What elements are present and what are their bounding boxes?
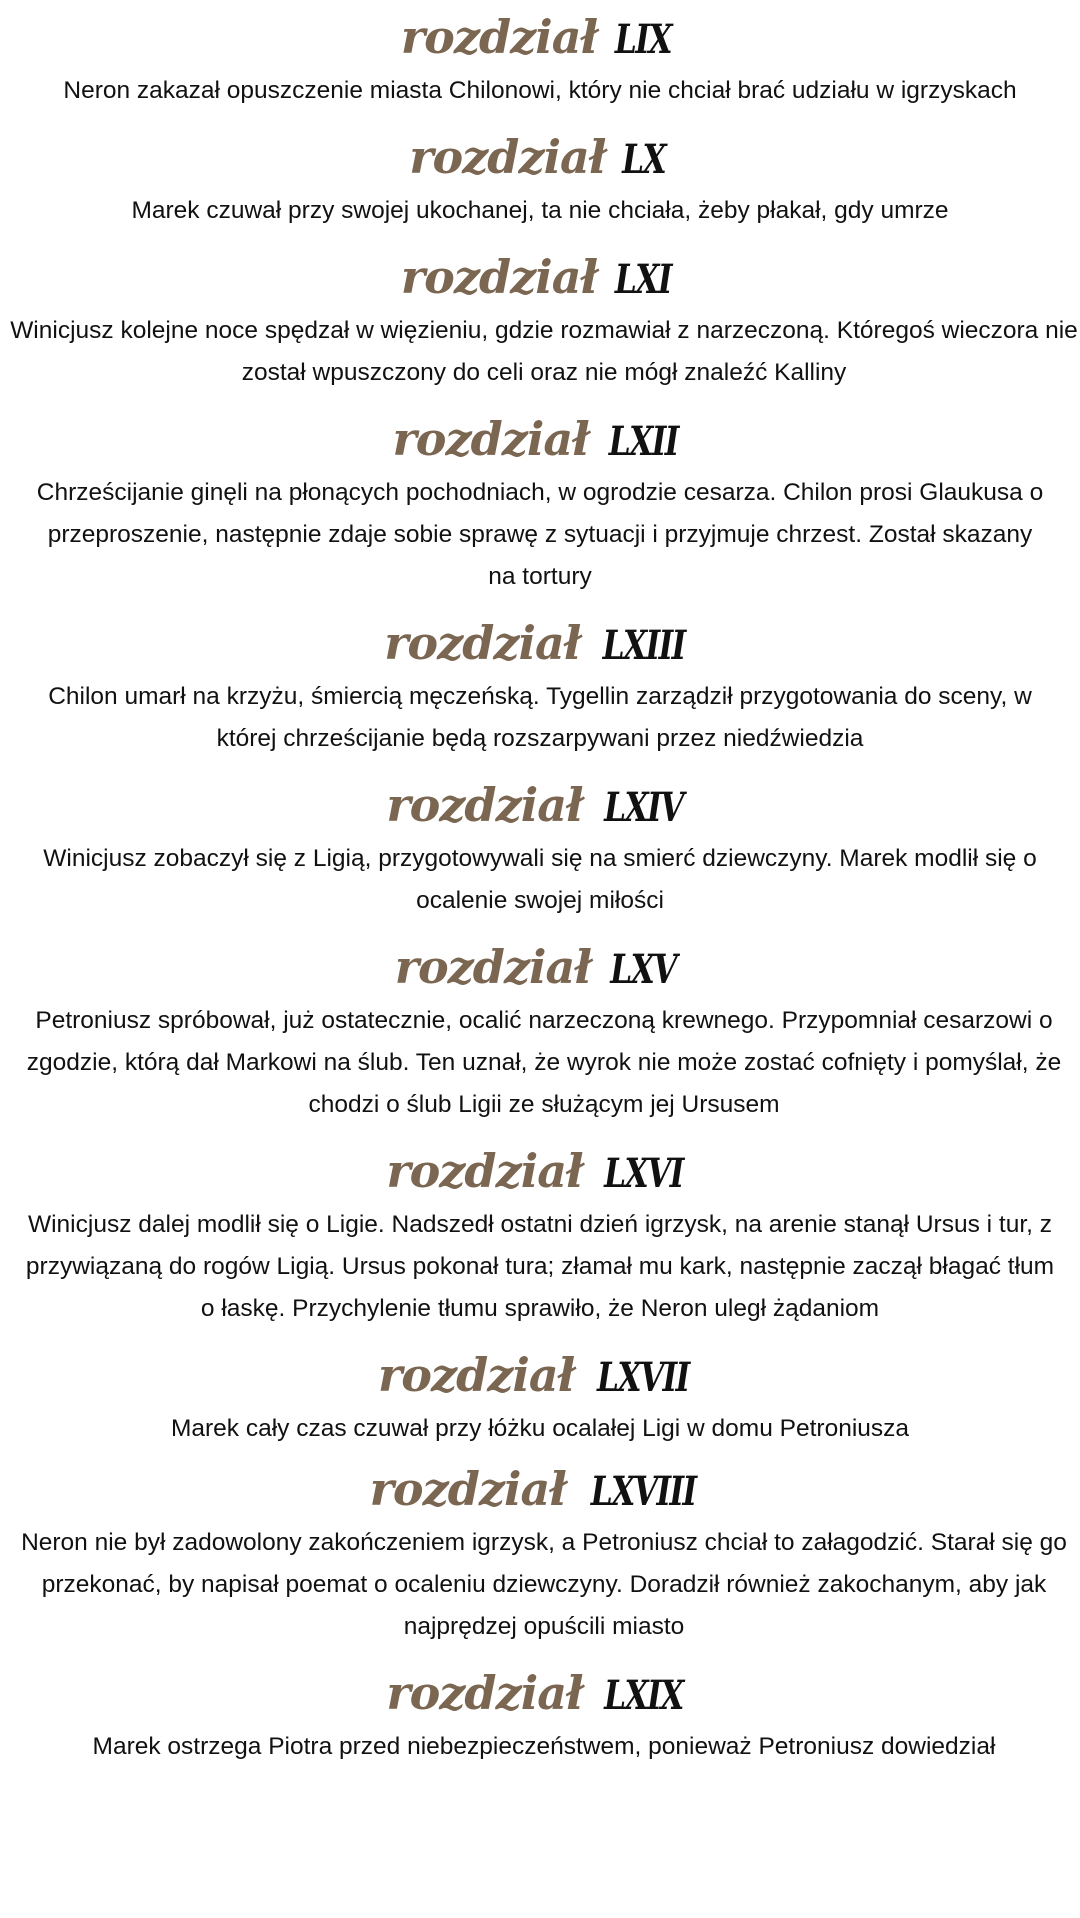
chapter-69: [0, 1666, 1080, 1768]
chapter-61: [0, 250, 1080, 394]
chapter-heading: [0, 412, 1080, 466]
chapter-summary: Marek ostrzega Piotra przed niebezpieczeństwem, ponieważ Petroniusz dowiedział: [92, 1733, 996, 1760]
chapter-heading: [0, 778, 1080, 832]
chapter-numeral: LXIX: [603, 1672, 683, 1719]
chapter-heading-word: rozdział: [384, 616, 581, 670]
chapter-heading-word: rozdział: [400, 10, 598, 64]
chapter-numeral: LX: [621, 136, 665, 183]
chapter-heading: [0, 1144, 1080, 1198]
chapter-summary: Petroniusz spróbował, już ostatecznie, ocalić narzeczoną krewnego. Przypomniał cesarzowi o zgodzie, którą dał Markowi na ślub. Ten uznał, że wyrok nie może zostać cofnięty i pomyślał, że chodzi o ślub Ligii ze służącym jej Ursusem: [26, 1007, 1062, 1118]
chapter-summary: Winicjusz dalej modlił się o Ligie. Nadszedł ostatni dzień igrzysk, na arenie stanął Ursus i tur, z przywiązaną do rogów Ligią. Ursus pokonał tura; złamał mu kark, następnie zaczął błagać tłum o łaskę. Przychylenie tłumu sprawiło, że Neron uległ żądaniom: [25, 1211, 1055, 1322]
chapter-heading-word: rozdział: [378, 1348, 575, 1402]
chapter-68: [0, 1462, 1080, 1648]
chapter-heading: [0, 10, 1080, 64]
chapter-summary: Chilon umarł na krzyżu, śmiercią męczeńską. Tygellin zarządził przygotowania do sceny, w której chrześcijanie będą rozszarpywani przez niedźwiedzia: [48, 683, 1032, 752]
chapter-summary: Winicjusz zobaczył się z Ligią, przygotowywali się na smierć dziewczyny. Marek modlił się o ocalenie swojej miłości: [43, 845, 1037, 914]
chapter-numeral: LXVII: [597, 1354, 690, 1401]
chapter-59: [0, 10, 1080, 112]
chapter-numeral: LXI: [615, 256, 672, 303]
chapter-heading: [0, 250, 1080, 304]
chapter-heading: [0, 1462, 1080, 1516]
chapter-heading-word: rozdział: [386, 778, 583, 832]
chapter-65: [0, 940, 1080, 1126]
chapter-67: [0, 1348, 1080, 1450]
chapter-summary: Neron zakazał opuszczenie miasta Chilonowi, który nie chciał brać udziału w igrzyskach: [63, 77, 1017, 104]
chapter-numeral: LXVI: [603, 1150, 683, 1197]
chapter-numeral: LXII: [608, 418, 678, 465]
chapter-heading: [0, 130, 1080, 184]
chapter-summary: Marek czuwał przy swojej ukochanej, ta nie chciała, żeby płakał, gdy umrze: [131, 197, 949, 224]
chapter-heading-word: rozdział: [369, 1462, 566, 1516]
chapter-64: [0, 778, 1080, 922]
chapter-summary: Neron nie był zadowolony zakończeniem igrzysk, a Petroniusz chciał to załagodzić. Starał się go przekonać, by napisał poemat o ocaleniu dziewczyny. Doradził również zakochanym, aby jak najprędzej opuścili miasto: [21, 1529, 1067, 1640]
chapter-62: [0, 412, 1080, 598]
chapter-heading: [0, 1348, 1080, 1402]
chapter-heading: [0, 1666, 1080, 1720]
chapter-heading-word: rozdział: [394, 940, 592, 994]
chapter-63: [0, 616, 1080, 760]
chapter-heading-word: rozdział: [386, 1666, 583, 1720]
chapter-heading-word: rozdział: [386, 1144, 583, 1198]
chapter-heading: [0, 616, 1080, 670]
chapter-summary: Marek cały czas czuwał przy łóżku ocalałej Ligi w domu Petroniusza: [170, 1415, 910, 1442]
chapter-numeral: LXIII: [602, 622, 685, 669]
chapter-heading-word: rozdział: [409, 130, 606, 184]
chapter-heading-word: rozdział: [400, 250, 598, 304]
chapter-numeral: LXIV: [603, 784, 683, 831]
chapter-66: [0, 1144, 1080, 1330]
chapter-summary: Chrześcijanie ginęli na płonących pochodniach, w ogrodzie cesarza. Chilon prosi Glaukusa o przeproszenie, następnie zdaje sobie sprawę z sytuacji i przyjmuje chrzest. Został skazany na tortury: [36, 479, 1044, 590]
chapter-heading: [0, 940, 1080, 994]
chapter-heading-word: rozdział: [392, 412, 589, 466]
chapter-numeral: LIX: [615, 16, 672, 63]
chapter-numeral: LXVIII: [590, 1468, 696, 1515]
chapter-summary: Winicjusz kolejne noce spędzał w więzieniu, gdzie rozmawiał z narzeczoną. Któregoś wieczora nie został wpuszczony do celi oraz nie mógł znaleźć Kalliny: [10, 317, 1078, 386]
chapter-60: [0, 130, 1080, 232]
chapter-numeral: LXV: [610, 946, 676, 993]
